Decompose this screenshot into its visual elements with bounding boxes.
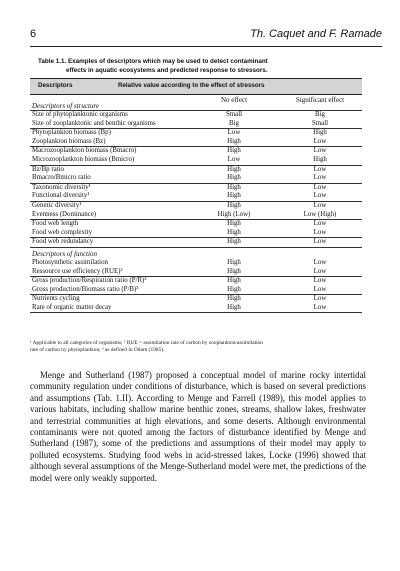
cell-no-effect: High — [227, 285, 241, 293]
cell-significant-effect: Low — [313, 137, 327, 145]
section-function — [30, 247, 362, 259]
cell-no-effect: High — [227, 174, 241, 182]
table-row — [30, 147, 362, 156]
cell-no-effect: High — [227, 258, 241, 266]
cell-significant-effect: Small — [311, 119, 329, 127]
row-label: Taxonomic diversity¹ — [32, 183, 91, 191]
table-row — [30, 220, 362, 229]
cell-significant-effect: Big — [315, 111, 325, 118]
table-row — [30, 138, 362, 147]
cell-no-effect: High — [227, 192, 241, 200]
cell-significant-effect: Low — [313, 295, 327, 303]
table-row — [30, 277, 362, 286]
table-row — [30, 156, 362, 165]
table-bottom-rule — [30, 312, 362, 313]
table-row — [30, 259, 362, 268]
row-group — [30, 294, 362, 312]
cell-no-effect: High — [227, 201, 241, 209]
row-label: Gross production/Biomass ratio (P/B)³ — [32, 285, 139, 293]
header-relative-value: Relative value according to the effect of stressors — [118, 82, 265, 89]
page-header — [30, 28, 382, 44]
col-significant-effect: Significant effect — [295, 96, 345, 104]
table-row — [30, 129, 362, 138]
table-row — [30, 111, 362, 120]
cell-significant-effect: Low — [313, 258, 327, 266]
cell-significant-effect: High — [313, 129, 327, 137]
footnote-line-2: rate of carbon by phytoplankton; ³ as defined in Odum (1985). — [30, 347, 165, 353]
column-subheader — [30, 95, 362, 110]
cell-no-effect: High — [227, 137, 241, 145]
row-label: Macrozooplankton biomass (Bmacro) — [32, 147, 137, 155]
row-group — [30, 219, 362, 237]
body-paragraph: Menge and Sutherland (1987) proposed a conceptual model of marine rocky intertidal community regulation under conditions of disturbance, which is based on several predictions and assumptions (Tab. 1.II). According to Menge and Farrell (1989), this model applies to various habitats, including shallow marine benthic zones, streams, shallow lakes, freshwater and terrestrial communities at high elevations, and some deserts. Although environmental contaminants were not quoted among the factors of disturbance identified by Menge and Sutherland (1987), some of the predictions and assumptions of their model may apply to polluted ecosystems. Studying food webs in acid-stressed lakes, Locke (1996) showed that although several assumptions of the Menge-Sutherland model were met, the predictions of the model were only weakly supported. — [30, 370, 366, 483]
col-no-effect: No effect — [220, 96, 248, 104]
table-row — [30, 238, 362, 247]
descriptor-table — [30, 78, 362, 313]
cell-significant-effect: Low (High) — [303, 210, 337, 218]
cell-significant-effect: Low — [313, 174, 327, 182]
cell-no-effect: High — [227, 277, 241, 285]
table-row — [30, 202, 362, 211]
cell-significant-effect: Low — [313, 267, 327, 275]
cell-no-effect: High — [227, 267, 241, 275]
row-label: Food web redundancy — [32, 238, 94, 246]
structure-rows — [30, 110, 362, 247]
cell-no-effect: High (Low) — [217, 210, 251, 218]
caption-line-1: Table 1.1. Examples of descriptors which may be used to detect contaminant — [38, 58, 268, 65]
running-title: Th. Caquet and F. Ramade — [250, 28, 382, 40]
row-group — [30, 165, 362, 183]
row-label: Nutrients cycling — [32, 295, 80, 303]
table-footnote — [30, 340, 370, 354]
table-row — [30, 120, 362, 129]
header-descriptors: Descriptors — [38, 82, 73, 89]
cell-significant-effect: Low — [313, 165, 327, 173]
table-row — [30, 184, 362, 193]
cell-no-effect: High — [227, 303, 241, 311]
row-label: Microzooplankton biomass (Bmicro) — [32, 155, 135, 163]
row-label: Phytoplankton biomass (Bp) — [32, 129, 111, 137]
row-group — [30, 201, 362, 219]
footnote-line-1: ¹ Applicable to all categories of organisms; ² RUE = assimilation rate of carbon by zooplankton/assimilation — [30, 340, 263, 346]
row-group — [30, 276, 362, 294]
cell-no-effect: High — [227, 295, 241, 303]
cell-significant-effect: Low — [313, 183, 327, 191]
row-label: Size of zooplanktonic and benthic organisms — [32, 119, 156, 127]
caption-line-2: effects in aquatic ecosystems and predicted response to stressors. — [66, 67, 268, 74]
row-label: Genetic diversity¹ — [32, 201, 82, 209]
table-row — [30, 211, 362, 220]
cell-no-effect: Low — [227, 129, 241, 137]
row-label: Evenness (Dominance) — [32, 210, 97, 218]
row-group — [30, 259, 362, 276]
cell-no-effect: Big — [229, 119, 239, 127]
table-row — [30, 166, 362, 175]
page-number: 6 — [30, 28, 37, 40]
function-rows — [30, 259, 362, 313]
cell-significant-effect: High — [313, 155, 327, 163]
row-label: Bz/Bp ratio — [32, 165, 64, 173]
row-group — [30, 146, 362, 164]
cell-significant-effect: Low — [313, 238, 327, 246]
cell-significant-effect: Low — [313, 147, 327, 155]
row-label: Bmacro/Bmicro ratio — [32, 174, 91, 182]
cell-no-effect: High — [227, 165, 241, 173]
row-label: Zooplankton biomass (Bz) — [32, 137, 106, 145]
cell-no-effect: High — [227, 220, 241, 228]
table-caption — [38, 57, 356, 75]
cell-no-effect: High — [227, 228, 241, 236]
table-row — [30, 304, 362, 313]
table-row — [30, 192, 362, 201]
table-row — [30, 174, 362, 183]
row-label: Photosynthetic assimilation — [32, 258, 108, 266]
row-group — [30, 128, 362, 146]
cell-significant-effect: Low — [313, 192, 327, 200]
table-row — [30, 286, 362, 295]
cell-no-effect: High — [227, 147, 241, 155]
row-label: Food web length — [32, 220, 79, 228]
cell-no-effect: High — [227, 238, 241, 246]
cell-significant-effect: Low — [313, 285, 327, 293]
cell-significant-effect: Low — [313, 303, 327, 311]
row-group — [30, 237, 362, 247]
row-label: Functional diversity¹ — [32, 192, 90, 200]
row-group — [30, 183, 362, 201]
cell-significant-effect: Low — [313, 277, 327, 285]
cell-no-effect: Small — [225, 111, 243, 118]
table-header — [30, 78, 362, 95]
section-function-label: Descriptors of function — [32, 249, 97, 258]
row-label: Ressource use efficiency (RUE)² — [32, 267, 123, 275]
row-label: Rate of organic matter decay — [32, 303, 112, 311]
cell-significant-effect: Low — [313, 201, 327, 209]
row-group — [30, 110, 362, 128]
cell-no-effect: Low — [227, 155, 241, 163]
row-label: Size of phytoplanktonic organisms — [32, 111, 128, 118]
cell-no-effect: High — [227, 183, 241, 191]
row-label: Gross production/Respiration ratio (P/R)³ — [32, 277, 147, 285]
cell-significant-effect: Low — [313, 220, 327, 228]
cell-significant-effect: Low — [313, 228, 327, 236]
section-structure-label: Descriptors of structure — [32, 102, 100, 110]
header-rule — [30, 46, 382, 47]
table-row — [30, 295, 362, 304]
row-label: Food web complexity — [32, 228, 93, 236]
table-row — [30, 229, 362, 238]
table-row — [30, 268, 362, 277]
